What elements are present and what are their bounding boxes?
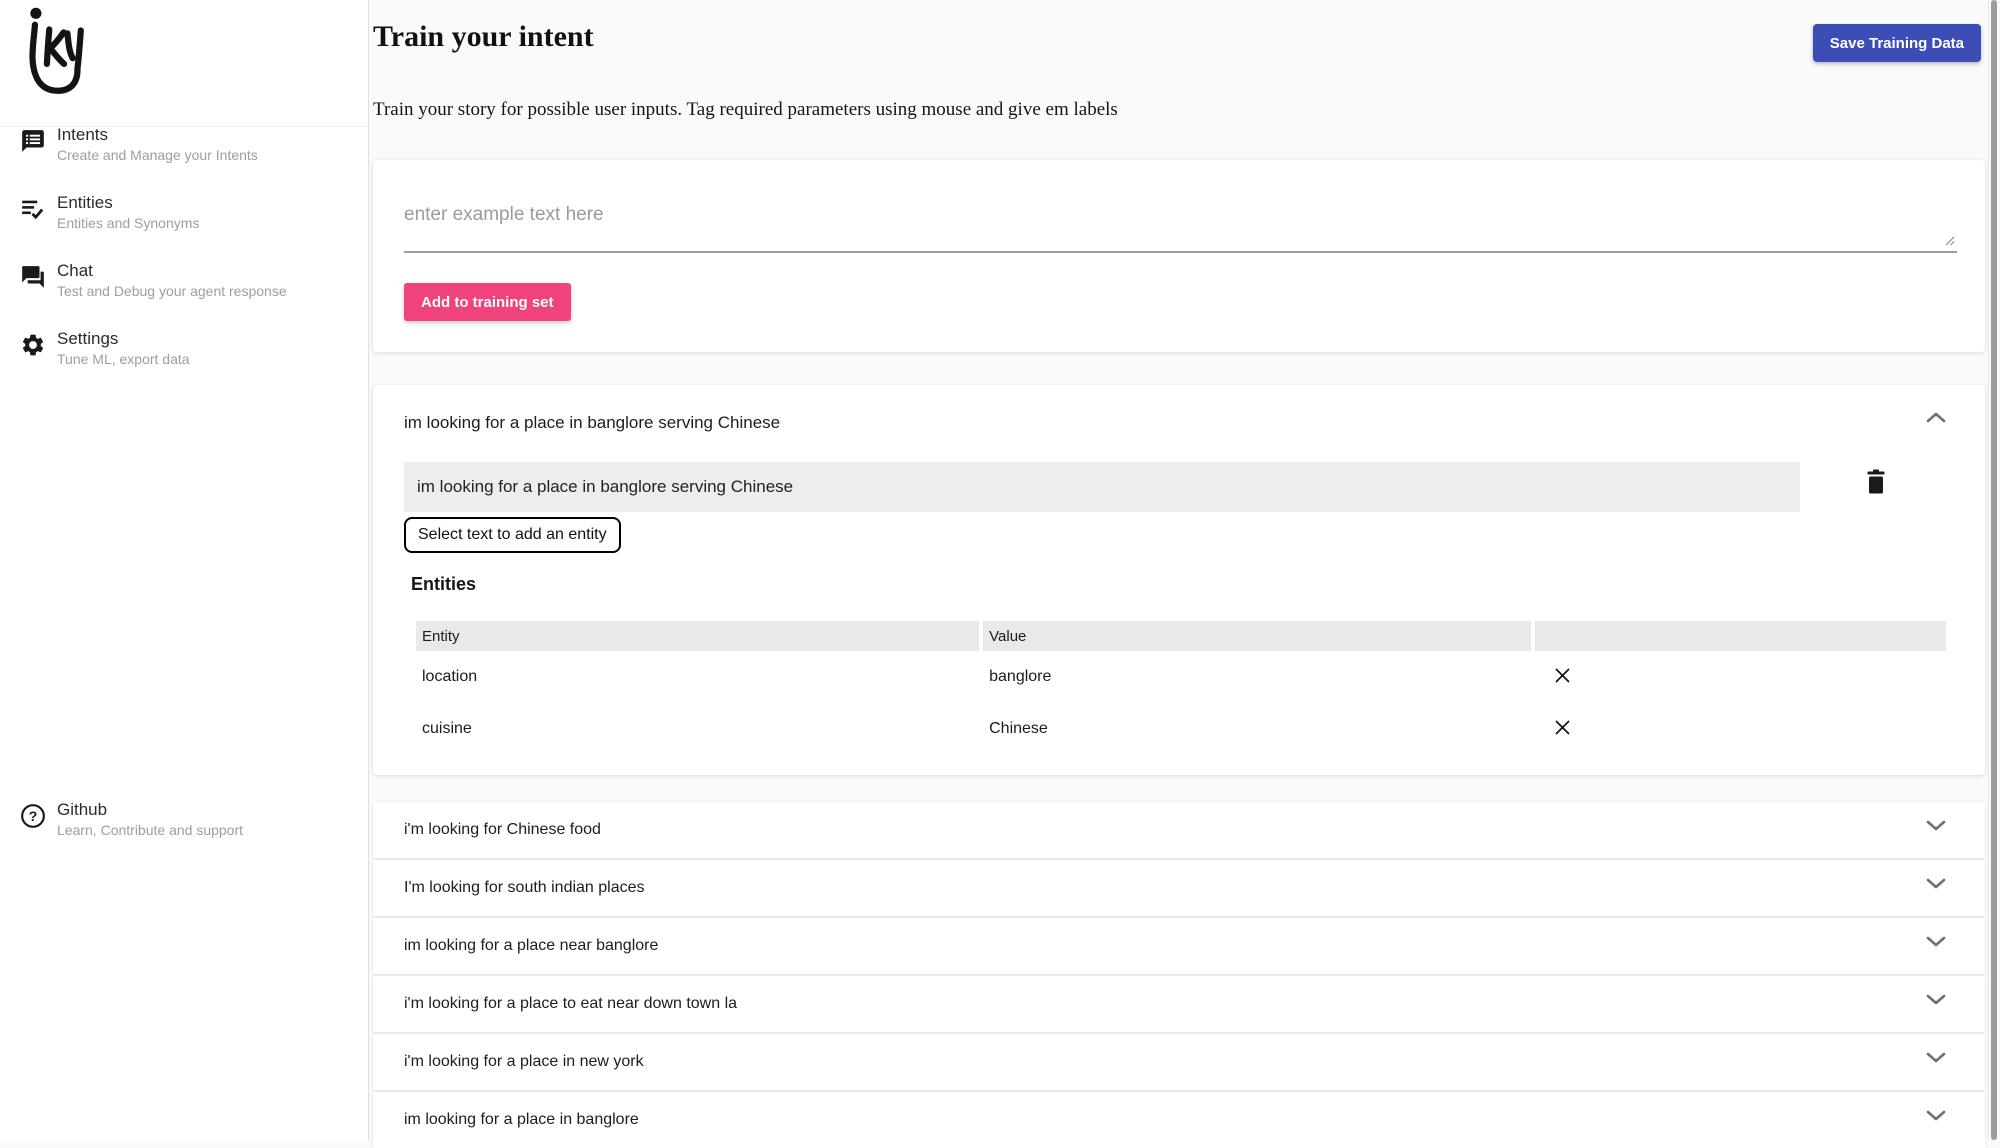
sidebar-item-label: Github	[57, 800, 108, 819]
example-text-field[interactable]	[404, 462, 1800, 512]
training-example-label: i'm looking for a place to eat near down town la	[404, 995, 738, 1012]
close-icon	[1553, 666, 1572, 685]
sidebar-item-label: Chat	[57, 261, 93, 280]
composer-card	[373, 160, 1985, 352]
settings-icon	[20, 332, 46, 358]
entity-value-cell: banglore	[983, 651, 1531, 703]
training-example-row[interactable]	[373, 1034, 1985, 1090]
chat-icon	[20, 264, 46, 290]
value-column-header: Value	[983, 621, 1531, 651]
entity-column-header: Entity	[416, 621, 979, 651]
chevron-down-icon[interactable]	[1925, 993, 1947, 1007]
sidebar-item-label: Entities	[57, 193, 113, 212]
entity-name-cell: location	[416, 651, 979, 703]
sidebar-item-sub: Tune ML, export data	[57, 351, 190, 367]
entity-value-cell: Chinese	[983, 703, 1531, 755]
input-underline	[404, 251, 1957, 253]
textarea-resize-handle[interactable]	[1943, 234, 1956, 247]
sidebar-item-settings[interactable]	[0, 326, 368, 390]
entity-row	[416, 703, 1946, 755]
remove-entity-button[interactable]	[1553, 666, 1572, 688]
scrollbar[interactable]	[1988, 0, 2000, 1140]
svg-text:?: ?	[28, 807, 38, 824]
training-example-row[interactable]	[373, 802, 1985, 858]
select-text-button[interactable]: Select text to add an entity	[404, 517, 621, 553]
entities-icon	[20, 196, 46, 222]
sidebar-item-chat[interactable]	[0, 258, 368, 322]
sidebar-item-label: Settings	[57, 329, 119, 348]
save-training-data-button[interactable]: Save Training Data	[1813, 24, 1981, 62]
scrollbar-thumb[interactable]	[1991, 0, 1997, 1140]
entity-name-cell: cuisine	[416, 703, 979, 755]
close-icon	[1553, 718, 1572, 737]
chevron-down-icon[interactable]	[1925, 877, 1947, 891]
training-example-label: i'm looking for Chinese food	[404, 821, 601, 838]
sidebar-item-entities[interactable]	[0, 190, 368, 254]
sidebar-item-github[interactable]	[0, 797, 368, 861]
trash-icon	[1864, 469, 1888, 495]
chevron-down-icon[interactable]	[1925, 1109, 1947, 1123]
chevron-down-icon[interactable]	[1925, 935, 1947, 949]
training-example-label: I'm looking for south indian places	[404, 879, 645, 896]
help-icon	[20, 803, 46, 829]
delete-example-button[interactable]	[1862, 469, 1890, 497]
sidebar	[0, 0, 369, 1140]
example-text-value: im looking for a place in banglore serving Chinese	[417, 477, 794, 496]
training-example-row[interactable]	[373, 918, 1985, 974]
page-subtitle: Train your story for possible user inputs. Tag required parameters using mouse and give em labels	[373, 99, 1118, 120]
entity-row	[416, 651, 1946, 703]
sidebar-item-sub: Test and Debug your agent response	[57, 283, 287, 299]
training-example-row[interactable]	[373, 976, 1985, 1032]
intents-icon	[20, 128, 46, 154]
entities-table	[412, 621, 1950, 755]
actions-column-header	[1535, 621, 1946, 651]
chevron-down-icon[interactable]	[1925, 1051, 1947, 1065]
main-content	[369, 0, 1988, 1140]
sidebar-item-sub: Entities and Synonyms	[57, 215, 200, 231]
add-to-training-set-button[interactable]: Add to training set	[404, 283, 571, 321]
page-title: Train your intent	[373, 20, 594, 53]
remove-entity-button[interactable]	[1553, 718, 1572, 740]
training-example-title[interactable]: im looking for a place in banglore serving Chinese	[404, 413, 781, 432]
training-example-row[interactable]	[373, 860, 1985, 916]
sidebar-item-sub: Create and Manage your Intents	[57, 147, 258, 163]
logo-area[interactable]	[0, 0, 368, 127]
sidebar-item-intents[interactable]	[0, 122, 368, 186]
iky-logo-icon	[12, 4, 98, 99]
training-example-label: i'm looking for a place in new york	[404, 1053, 644, 1070]
sidebar-item-label: Intents	[57, 125, 109, 144]
training-example-label: im looking for a place in banglore	[404, 1111, 639, 1128]
chevron-up-icon[interactable]	[1925, 410, 1947, 424]
entities-heading: Entities	[411, 574, 477, 594]
training-example-expanded-card	[373, 385, 1985, 775]
example-text-input[interactable]: enter example text here	[404, 204, 604, 225]
training-example-label: im looking for a place near banglore	[404, 937, 659, 954]
chevron-down-icon[interactable]	[1925, 819, 1947, 833]
entities-table-header-row	[416, 621, 1946, 651]
sidebar-item-sub: Learn, Contribute and support	[57, 822, 244, 838]
